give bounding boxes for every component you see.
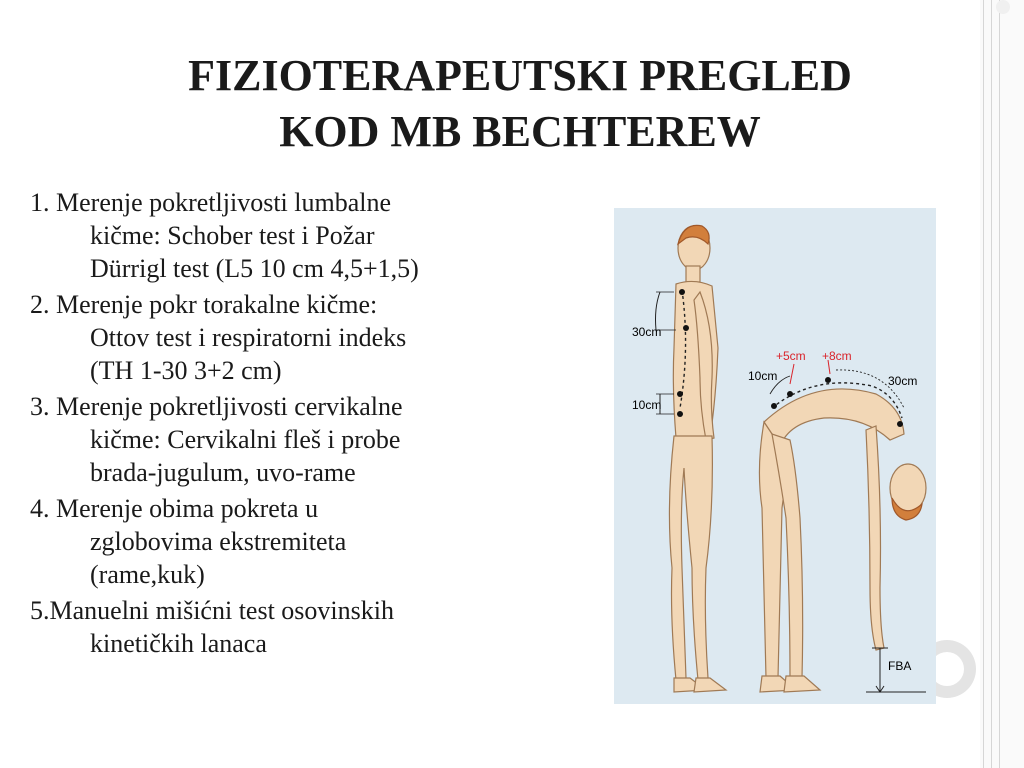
label-standing-30cm: 30cm bbox=[632, 325, 662, 339]
title-line-1: FIZIOTERAPEUTSKI PREGLED bbox=[188, 51, 852, 100]
list-item-continuation: brada-jugulum, uvo-rame bbox=[90, 458, 356, 487]
list-item-first-line: 3. Merenje pokretljivosti cervikalne bbox=[30, 392, 403, 421]
label-bent-plus8cm: +8cm bbox=[822, 349, 852, 363]
list-item bbox=[30, 390, 600, 489]
list-item-continuation: Dürrigl test (L5 10 cm 4,5+1,5) bbox=[90, 254, 419, 283]
frame-band bbox=[980, 0, 1024, 768]
list-item-continuation: (rame,kuk) bbox=[90, 560, 205, 589]
title-line-2: KOD MB BECHTEREW bbox=[279, 107, 761, 156]
standing-figure bbox=[669, 225, 726, 692]
label-fba: FBA bbox=[888, 659, 912, 673]
list-item bbox=[30, 288, 600, 387]
list-item-first-line: 1. Merenje pokretljivosti lumbalne bbox=[30, 188, 392, 217]
list-item-continuation: kičme: Schober test i Požar bbox=[90, 221, 375, 250]
list-item-continuation: kinetičkih lanaca bbox=[90, 629, 267, 658]
label-bent-10cm: 10cm bbox=[748, 369, 778, 383]
frame-line bbox=[991, 0, 992, 768]
list-item-first-line: 5.Manuelni mišićni test osovinskih bbox=[30, 596, 394, 625]
list-item-continuation: zglobovima ekstremiteta bbox=[90, 527, 347, 556]
spine-mobility-illustration bbox=[614, 208, 936, 704]
bent-figure bbox=[759, 389, 926, 692]
list-item-continuation: Ottov test i respiratorni indeks bbox=[90, 323, 407, 352]
bullet-list bbox=[30, 186, 600, 663]
list-item bbox=[30, 186, 600, 285]
list-item-continuation: kičme: Cervikalni fleš i probe bbox=[90, 425, 401, 454]
list-item-first-line: 4. Merenje obima pokreta u bbox=[30, 494, 319, 523]
frame-line bbox=[983, 0, 984, 768]
list-item bbox=[30, 492, 600, 591]
list-item-continuation: (TH 1-30 3+2 cm) bbox=[90, 356, 282, 385]
list-item-first-line: 2. Merenje pokr torakalne kičme: bbox=[30, 290, 378, 319]
frame-line bbox=[999, 0, 1000, 768]
deco-circle bbox=[996, 0, 1010, 14]
label-bent-30cm: 30cm bbox=[888, 374, 918, 388]
slide-title bbox=[60, 48, 980, 160]
label-standing-10cm: 10cm bbox=[632, 398, 662, 412]
label-bent-plus5cm: +5cm bbox=[776, 349, 806, 363]
list-item bbox=[30, 594, 600, 660]
